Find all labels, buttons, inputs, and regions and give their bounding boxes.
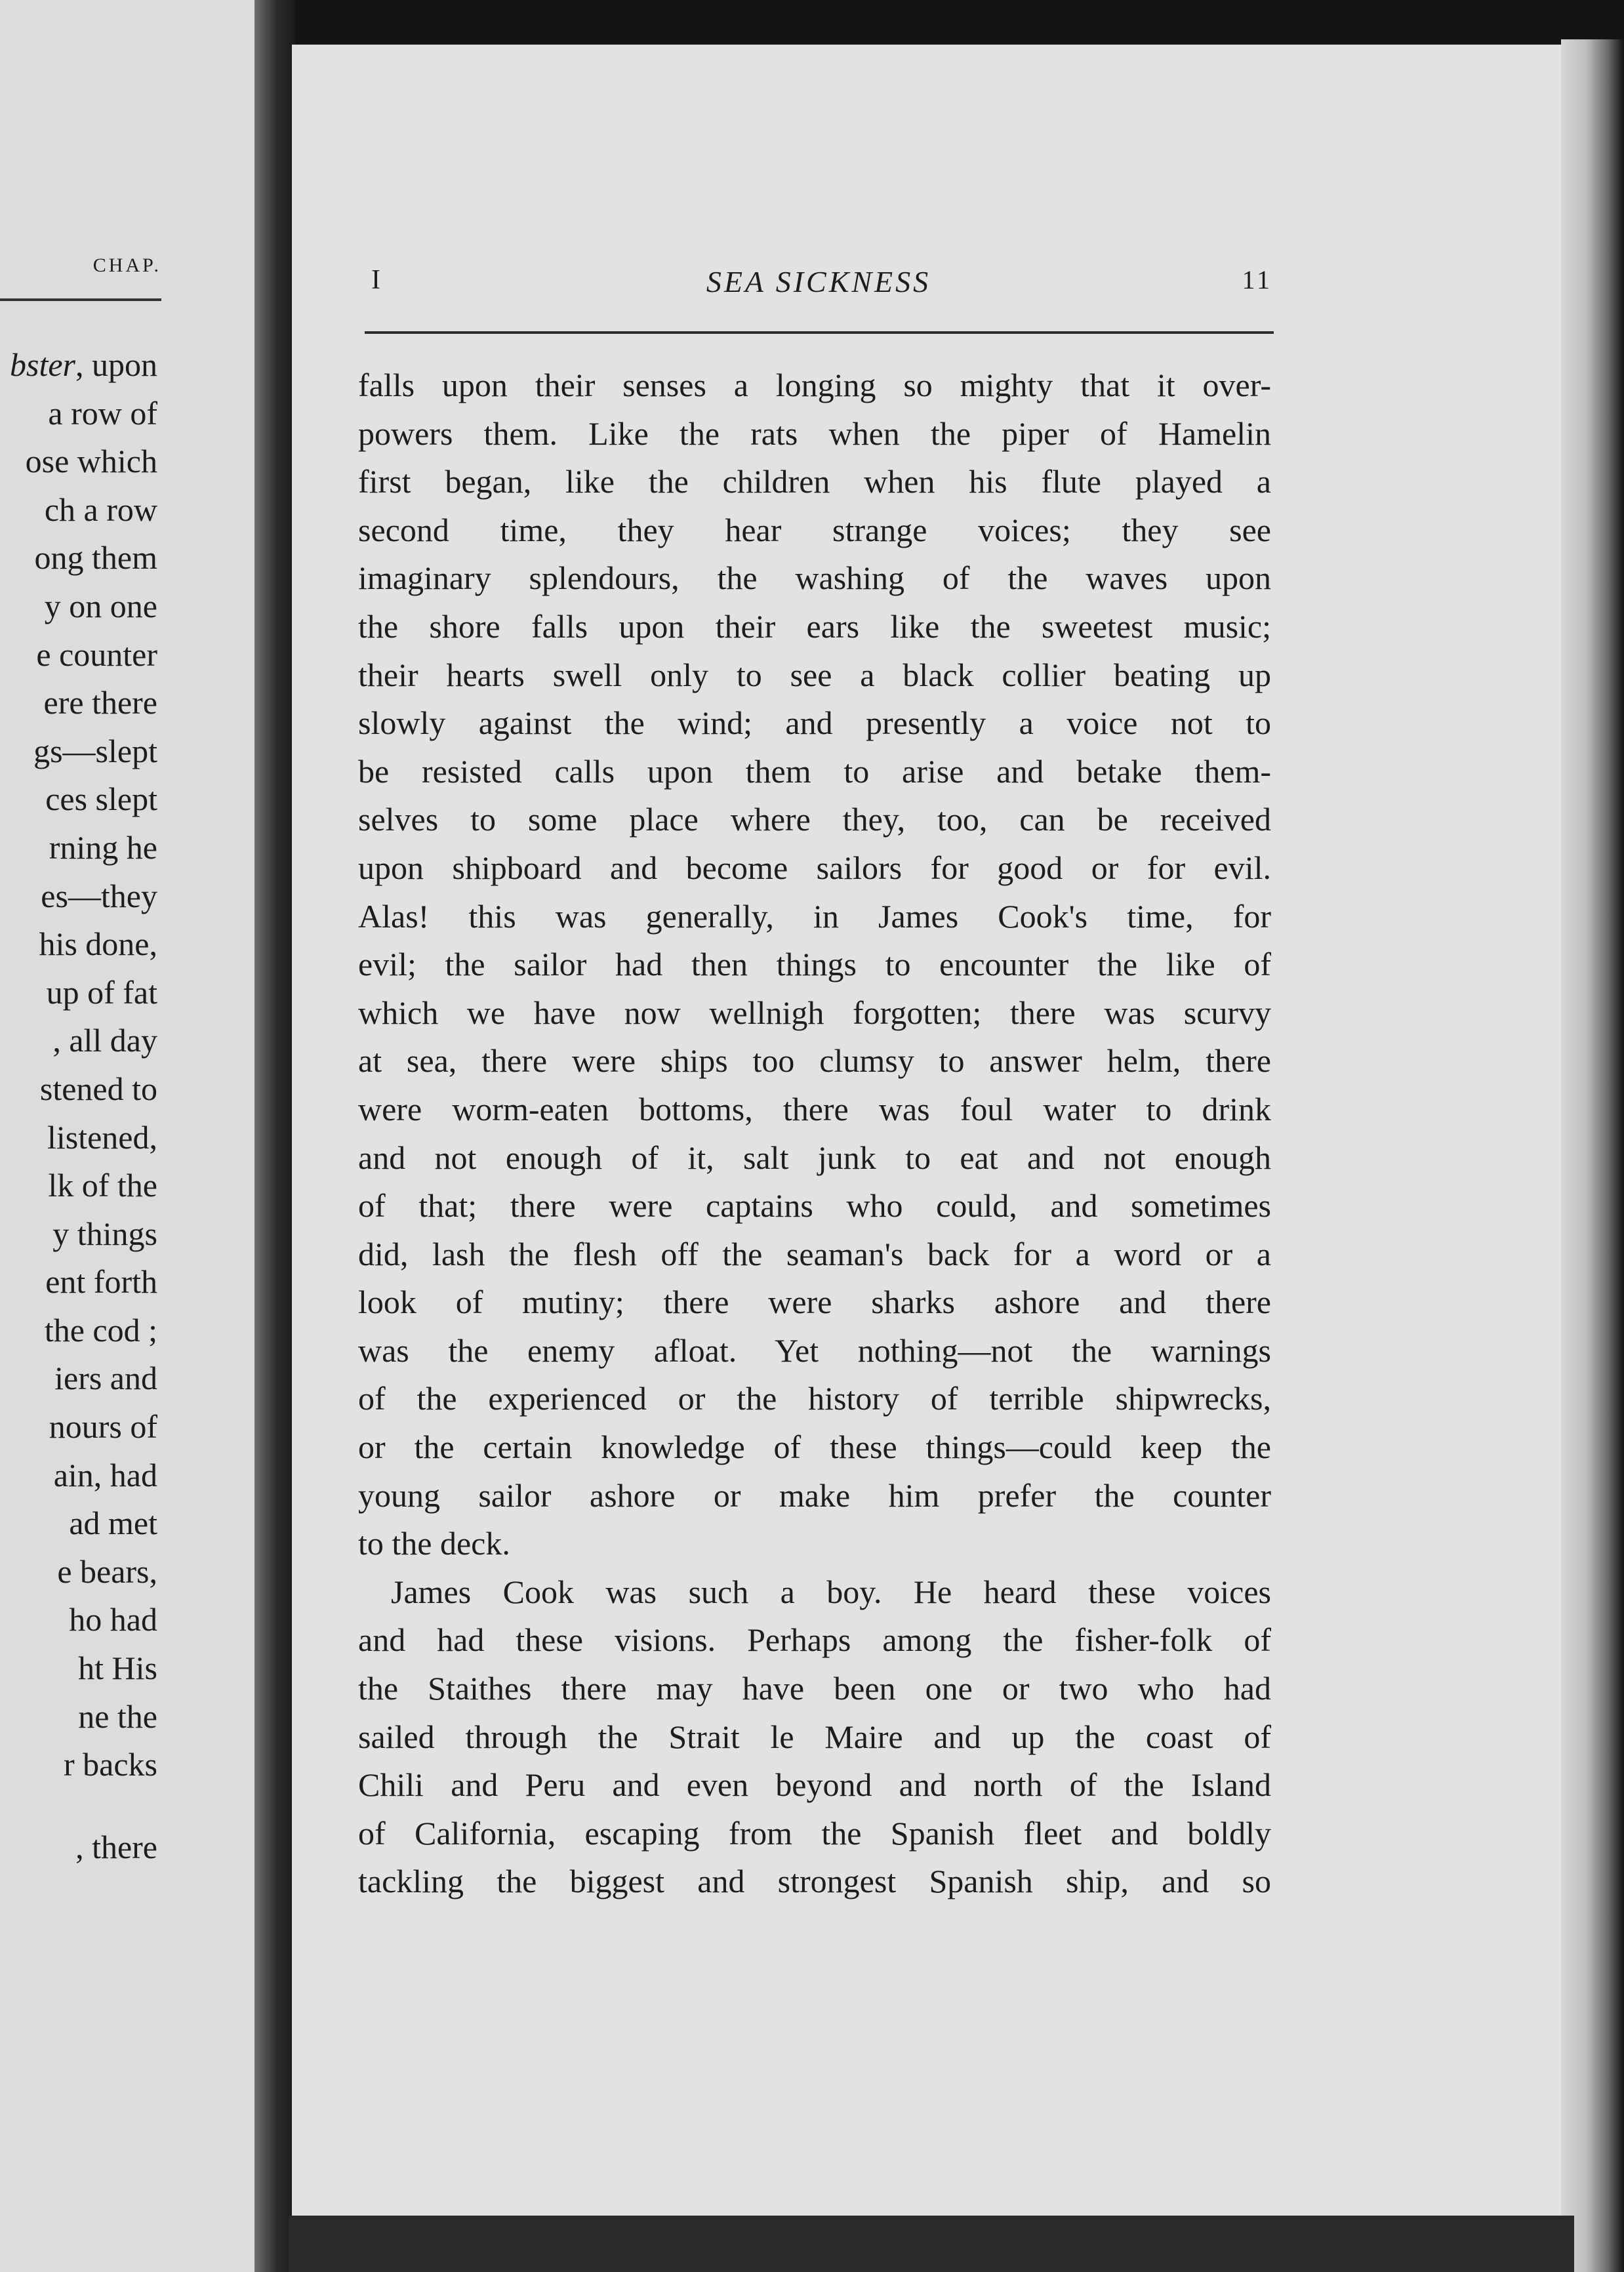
text-line: slowly against the wind; and presently a voice not to [358,704,1271,742]
left-text-line: ere there [43,684,157,721]
page-number: 11 [1242,265,1272,294]
left-text-line: up of fat [46,973,157,1011]
left-text-line: y on one [44,587,157,624]
left-page-text [0,341,157,1871]
left-text-line: y things [52,1215,157,1252]
text-line: falls upon their senses a longing so mighty that it over- [358,367,1271,403]
left-text-line: stened to [39,1070,157,1107]
left-page-fragment [0,0,259,2272]
text-line: which we have now wellnigh forgotten; there was scurvy [358,994,1271,1031]
page-edge [1561,39,1624,2272]
text-line: the Staithes there may have been one or two who had [358,1670,1271,1707]
scan-border [289,2216,1574,2272]
text-line: were worm-eaten bottoms, there was foul water to drink [358,1090,1271,1127]
running-title: SEA SICKNESS [706,265,931,298]
left-text-line: e counter [36,636,157,673]
left-text-line: iers and [54,1360,157,1397]
text-line: did, lash the flesh off the seaman's back for a word or a [358,1235,1271,1272]
left-text-line: his done, [39,925,157,963]
left-text-line: ad met [69,1505,157,1542]
text-line: upon shipboard and become sailors for good or for evil. [358,849,1271,886]
text-line: was the enemy afloat. Yet nothing—not the warnings [358,1331,1271,1369]
left-text-line: r backs [64,1746,157,1783]
left-text-line: lk of the [48,1167,157,1204]
text-line: and had these visions. Perhaps among the fisher-folk of [358,1621,1271,1659]
text-line: James Cook was such a boy. He heard these voices [391,1573,1271,1610]
page-header [365,264,1272,304]
text-line: of California, escaping from the Spanish fleet and boldly [358,1814,1271,1852]
left-text-line: e bears, [57,1552,157,1590]
text-line: sailed through the Strait le Maire and up the coast of [358,1718,1271,1755]
left-text-line: , there [75,1828,157,1865]
paragraph [358,1568,1271,1906]
left-text-line: ain, had [53,1456,157,1493]
text-line: to the deck. [358,1525,510,1562]
left-text-line: ch a row [44,491,157,528]
text-line: be resisted calls upon them to arise and betake them- [358,752,1271,790]
left-text-line: , all day [52,1022,157,1059]
left-text-line: ong them [34,539,157,577]
text-line: imaginary splendours, the washing of the waves upon [358,559,1271,597]
header-rule [365,331,1274,334]
text-line: Alas! this was generally, in James Cook's time, for [358,897,1271,935]
text-line: tackling the biggest and strongest Spanish ship, and so [358,1863,1271,1900]
left-text-line: the cod ; [44,1311,157,1349]
text-line: Chili and Peru and even beyond and north of the Island [358,1766,1271,1804]
text-line: and not enough of it, salt junk to eat and not enough [358,1139,1271,1176]
text-line: evil; the sailor had then things to encounter the like of [358,946,1271,983]
text-line: first began, like the children when his flute played a [358,463,1271,500]
left-text-line: ose which [25,443,157,480]
body-text [358,361,1271,1906]
left-text-line: ent forth [45,1263,157,1301]
left-text-line: ho had [69,1601,157,1638]
text-line: at sea, there were ships too clumsy to answer helm, there [358,1042,1271,1080]
text-line: selves to some place where they, too, can be received [358,801,1271,838]
text-line: the shore falls upon their ears like the sweetest music; [358,607,1271,645]
text-line: powers them. Like the rats when the piper of Hamelin [358,415,1271,452]
left-text-line: listened, [47,1118,157,1156]
text-line: of the experienced or the history of terrible shipwrecks, [358,1380,1271,1417]
left-text-line: rning he [49,828,157,866]
left-text-line: ces slept [45,781,157,818]
left-text-line: es—they [41,877,157,914]
left-running-head: CHAP. [92,254,161,276]
chapter-numeral: I [371,265,380,295]
text-line: look of mutiny; there were sharks ashore and there [358,1284,1271,1321]
left-text-line: bster, upon [10,346,157,383]
text-line: young sailor ashore or make him prefer the counter [358,1476,1271,1514]
text-line: second time, they hear strange voices; they see [358,511,1271,548]
left-header-rule [0,298,161,301]
left-text-line: gs—slept [33,732,157,769]
left-text-line: nours of [49,1408,157,1446]
text-line: or the certain knowledge of these things—could keep the [358,1429,1271,1466]
paragraph [358,361,1271,1568]
book-gutter [254,0,295,2272]
text-line: their hearts swell only to see a black collier beating up [358,656,1271,693]
text-line: of that; there were captains who could, and sometimes [358,1187,1271,1225]
left-text-line: ne the [78,1697,157,1735]
left-text-line: ht His [78,1650,157,1687]
left-text-line: a row of [48,394,157,432]
